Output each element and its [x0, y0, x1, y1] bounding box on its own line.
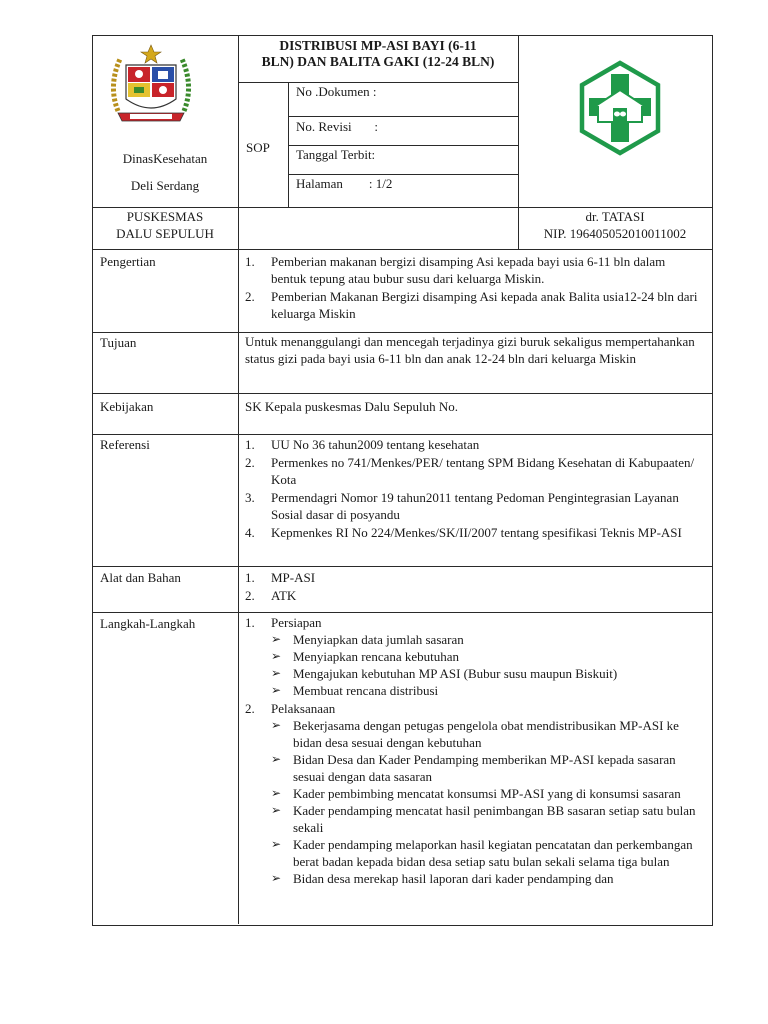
- list-item: ➢ Bidan Desa dan Kader Pendamping memberikan MP-ASI kepada sasaran sesuai dengan data sasaran: [271, 752, 676, 784]
- deli-serdang-crest-icon: [104, 41, 198, 131]
- divider: [92, 393, 712, 394]
- list-item: ➢ Kader pendamping melaporkan hasil kegiatan pencatatan dan perkembangan berat badan kepada bidan desa setiap satu bulan sekali selama tiga bulan: [271, 837, 693, 869]
- list-item: ➢ Bidan desa merekap hasil laporan dari kader pendamping dan: [271, 871, 614, 886]
- list-item: 4. Kepmenkes RI No 224/Menkes/SK/II/2007 tentang spesifikasi Teknis MP-ASI: [245, 525, 682, 540]
- list-item: ➢ Kader pendamping mencatat hasil penimbangan BB sasaran setiap satu bulan sekali: [271, 803, 696, 835]
- referensi-content: [245, 436, 697, 542]
- list-item: ➢ Kader pembimbing mencatat konsumsi MP-ASI yang di konsumsi sasaran: [271, 786, 681, 801]
- list-item: ➢ Menyiapkan data jumlah sasaran: [271, 632, 464, 647]
- sop-label: SOP: [246, 140, 270, 155]
- divider: [92, 434, 712, 435]
- revision-field: No. Revisi :: [296, 119, 378, 134]
- kebijakan-label: Kebijakan: [100, 399, 154, 414]
- list-item: ➢ Mengajukan kebutuhan MP ASI (Bubur susu maupun Biskuit): [271, 666, 618, 681]
- tujuan-label: Tujuan: [100, 335, 137, 350]
- list-item: 2. ATK: [245, 588, 297, 603]
- divider: [288, 116, 518, 117]
- arrow-bullet-icon: ➢: [271, 666, 282, 680]
- list-item: 2. Permenkes no 741/Menkes/PER/ tentang SPM Bidang Kesehatan di Kabupaaten/ Kota: [245, 455, 695, 487]
- list-item: 1. UU No 36 tahun2009 tentang kesehatan: [245, 437, 480, 452]
- arrow-bullet-icon: ➢: [271, 871, 282, 885]
- pengertian-content: [245, 253, 703, 323]
- langkah-label: Langkah-Langkah: [100, 616, 196, 631]
- arrow-bullet-icon: ➢: [271, 683, 282, 697]
- arrow-bullet-icon: ➢: [271, 632, 282, 646]
- alat-bahan-content: [245, 569, 695, 605]
- doc-number-field: No .Dokumen :: [296, 84, 377, 99]
- puskesmas-cross-house-icon: [578, 60, 662, 156]
- list-item: ➢ Menyiapkan rencana kebutuhan: [271, 649, 460, 664]
- list-item: 1. Persiapan ➢ Menyiapkan data jumlah sasaran ➢ Menyiapkan rencana kebutuhan ➢ Mengajukan kebutuhan MP ASI (Bubur susu maupun Biskuit) ➢ Membuat rencana distribusi: [245, 614, 703, 699]
- puskesmas-name: DALU SEPULUH: [116, 226, 214, 241]
- list-item: ➢ Bekerjasama dengan petugas pengelola obat mendistribusikan MP-ASI ke bidan desa sesuai dengan kebutuhan: [271, 718, 679, 750]
- arrow-bullet-icon: ➢: [271, 837, 282, 851]
- agency-region: Deli Serdang: [130, 178, 200, 193]
- document-title-line2: BLN) DAN BALITA GAKI (12-24 BLN): [261, 54, 495, 69]
- signer-name: dr. TATASI: [585, 209, 645, 224]
- alat-bahan-label: Alat dan Bahan: [100, 570, 181, 585]
- referensi-label: Referensi: [100, 437, 150, 452]
- page-field: Halaman : 1/2: [296, 176, 393, 191]
- langkah-content: [245, 614, 703, 888]
- signer-nip: NIP. 196405052010011002: [543, 226, 687, 241]
- divider: [518, 35, 519, 207]
- arrow-bullet-icon: ➢: [271, 803, 282, 817]
- issue-date-field: Tanggal Terbit:: [296, 147, 376, 162]
- arrow-bullet-icon: ➢: [271, 752, 282, 766]
- arrow-bullet-icon: ➢: [271, 718, 282, 732]
- list-item: ➢ Membuat rencana distribusi: [271, 683, 439, 698]
- list-item: 1. MP-ASI: [245, 570, 316, 585]
- puskesmas-label: PUSKESMAS: [126, 209, 204, 224]
- tujuan-content: Untuk menanggulangi dan mencegah terjadinya gizi buruk sekaligus mempertahankan status gizi pada bayi usia 6-11 bln dan anak 12-24 bln dari keluarga Miskin: [245, 334, 695, 366]
- arrow-bullet-icon: ➢: [271, 786, 282, 800]
- agency-name: DinasKesehatan: [122, 151, 208, 166]
- divider: [92, 249, 712, 250]
- pengertian-label: Pengertian: [100, 254, 156, 269]
- list-item: 2. Pemberian Makanan Bergizi disamping Asi kepada anak Balita usia12-24 bln dari keluarga Miskin: [245, 289, 698, 321]
- arrow-bullet-icon: ➢: [271, 649, 282, 663]
- divider: [92, 566, 712, 567]
- list-item: 1. Pemberian makanan bergizi disamping Asi kepada bayi usia 6-11 bln dalam bentuk tepung atau bubur susu dari keluarga Miskin.: [245, 254, 666, 286]
- divider: [238, 249, 239, 924]
- divider: [92, 612, 712, 613]
- list-item: 3. Permendagri Nomor 19 tahun2011 tentang Pedoman Pengintegrasian Layanan Sosial dasar di posyandu: [245, 490, 679, 522]
- list-item: 2. Pelaksanaan ➢ Bekerjasama dengan petugas pengelola obat mendistribusikan MP-ASI ke bidan desa sesuai dengan kebutuhan ➢ Bidan Desa dan Kader Pendamping memberikan MP-ASI kepada sasaran sesuai dengan data sasaran ➢ Kader pembimbing mencatat konsumsi MP-ASI yang di konsumsi sasaran ➢ Kader pendamping mencatat hasil penimbangan BB sasaran setiap satu bulan sekali ➢ Kader pendamping melaporkan hasil kegiatan pencatatan dan perkembangan berat badan kepada bidan desa setiap satu bulan sekali selama tiga bulan ➢ Bidan desa merekap hasil laporan dari kader pendamping dan: [245, 700, 703, 887]
- divider: [238, 207, 239, 249]
- document-title-line1: DISTRIBUSI MP-ASI BAYI (6-11: [279, 38, 477, 53]
- divider: [238, 82, 518, 83]
- kebijakan-content: SK Kepala puskesmas Dalu Sepuluh No.: [245, 399, 459, 414]
